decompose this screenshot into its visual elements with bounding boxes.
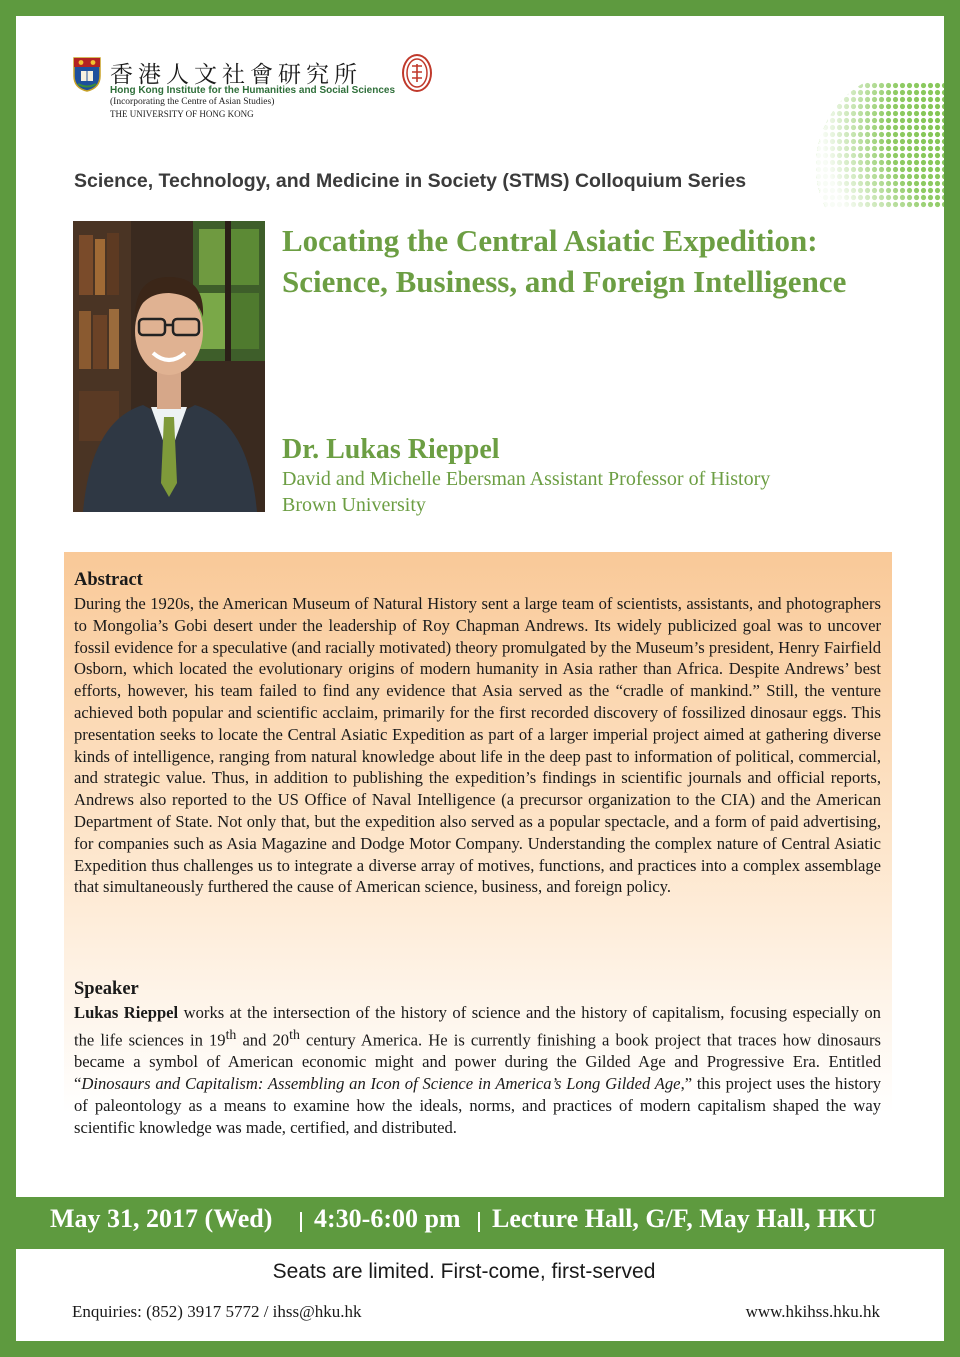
speaker-position: David and Michelle Ebersman Assistant Professor of History (282, 468, 771, 490)
abstract-heading: Abstract (74, 570, 143, 590)
institute-name-chinese: 香港人文社會研究所 (110, 62, 362, 88)
bio-superscript: th (289, 1026, 300, 1042)
speaker-bio-heading: Speaker (74, 979, 139, 999)
bio-text-part: and 20 (236, 1030, 290, 1050)
bio-speaker-name: Lukas Rieppel (74, 1003, 179, 1022)
abstract-panel (64, 552, 892, 1162)
event-time: 4:30-6:00 pm (314, 1204, 461, 1233)
seal-stamp-icon (402, 54, 432, 92)
dotted-globe-graphic (794, 82, 944, 208)
speaker-name: Dr. Lukas Rieppel (282, 434, 500, 465)
talk-title: Locating the Central Asiatic Expedition: Science, Business, and Foreign Intelligence (282, 223, 847, 299)
bio-text-part: century America. He is currently finishing a book project that traces how dinosaurs became a symbol of American economic might and power during the Gilded Age and Progressive Era. Entitled “ (74, 1030, 881, 1093)
institute-name-english: Hong Kong Institute for the Humanities and Social Sciences (110, 85, 396, 96)
bio-text-part: works at the intersection of the history of science and the history of capitalism, focusing especially on the life sciences in 19 (74, 1003, 881, 1050)
speaker-photo (73, 221, 265, 512)
event-separator (478, 1212, 480, 1232)
institute-subtitle: (Incorporating the Centre of Asian Studies) (110, 97, 275, 107)
seats-notice: Seats are limited. First-come, first-served (272, 1260, 656, 1283)
institute-logo (72, 54, 442, 120)
abstract-text: During the 1920s, the American Museum of Natural History sent a large team of scientists, assistants, and photographers to Mongolia’s Gobi desert under the leadership of Roy Chapman Andrews. Its widely publicized goal was to uncover fossil evidence for a speculative (and racially motivated) theory promulgated by the Museum’s president, Henry Fairfield Osborn, which located the evolutionary origins of modern humanity in Asia rather than Africa. Despite Andrews’ best efforts, however, his team failed to find any evidence that Asia served as the “cradle of mankind.” Still, the venture achieved both popular and scientific acclaim, primarily for the first recorded discovery of fossilized dinosaur eggs. This presentation seeks to locate the Central Asiatic Expedition as part of a larger imperial project aimed at gathering diverse kinds of intelligence, ranging from natural knowledge about life in the deep past to information of political, commercial, and strategic value. Thus, in addition to publishing the expedition’s findings in scientific journals and official reports, Andrews also reported to the US Office of Naval Intelligence (a precursor organization to the CIA) and the American Department of State. Not only that, but the expedition also served as a popular spectacle, and a form of paid advertising, for companies such as Asia Magazine and Dodge Motor Company. Understanding the complex nature of Central Asiatic Expedition thus challenges us to integrate a diverse array of motives, functions, and practices into a complex assemblage that simultaneously furthered the cause of American science, business, and foreign policy. (74, 594, 881, 897)
speaker-bio-text (74, 1002, 881, 1138)
website-link[interactable]: www.hkihss.hku.hk (745, 1302, 880, 1321)
bio-text-part: ,” this project uses the history of paleontology as a means to examine how the ideals, norms, and practices of modern capitalism shaped the way scientific knowledge was made, certified, and distributed. (74, 1073, 882, 1137)
event-separator (300, 1212, 302, 1232)
enquiries-contact: Enquiries: (852) 3917 5772 / ihss@hku.hk (72, 1302, 362, 1321)
speaker-affiliation: Brown University (282, 494, 426, 516)
bio-book-title: Dinosaurs and Capitalism: Assembling an Icon of Science in America’s Long Gilded Age (81, 1073, 681, 1093)
colloquium-series-title: Science, Technology, and Medicine in Society (STMS) Colloquium Series (74, 170, 747, 192)
hku-crest-icon (72, 56, 102, 92)
university-name: THE UNIVERSITY OF HONG KONG (110, 109, 254, 119)
event-date: May 31, 2017 (Wed) (50, 1204, 273, 1233)
bio-superscript: th (225, 1026, 237, 1042)
poster-sheet (16, 16, 944, 1197)
event-venue: Lecture Hall, G/F, May Hall, HKU (492, 1204, 877, 1233)
